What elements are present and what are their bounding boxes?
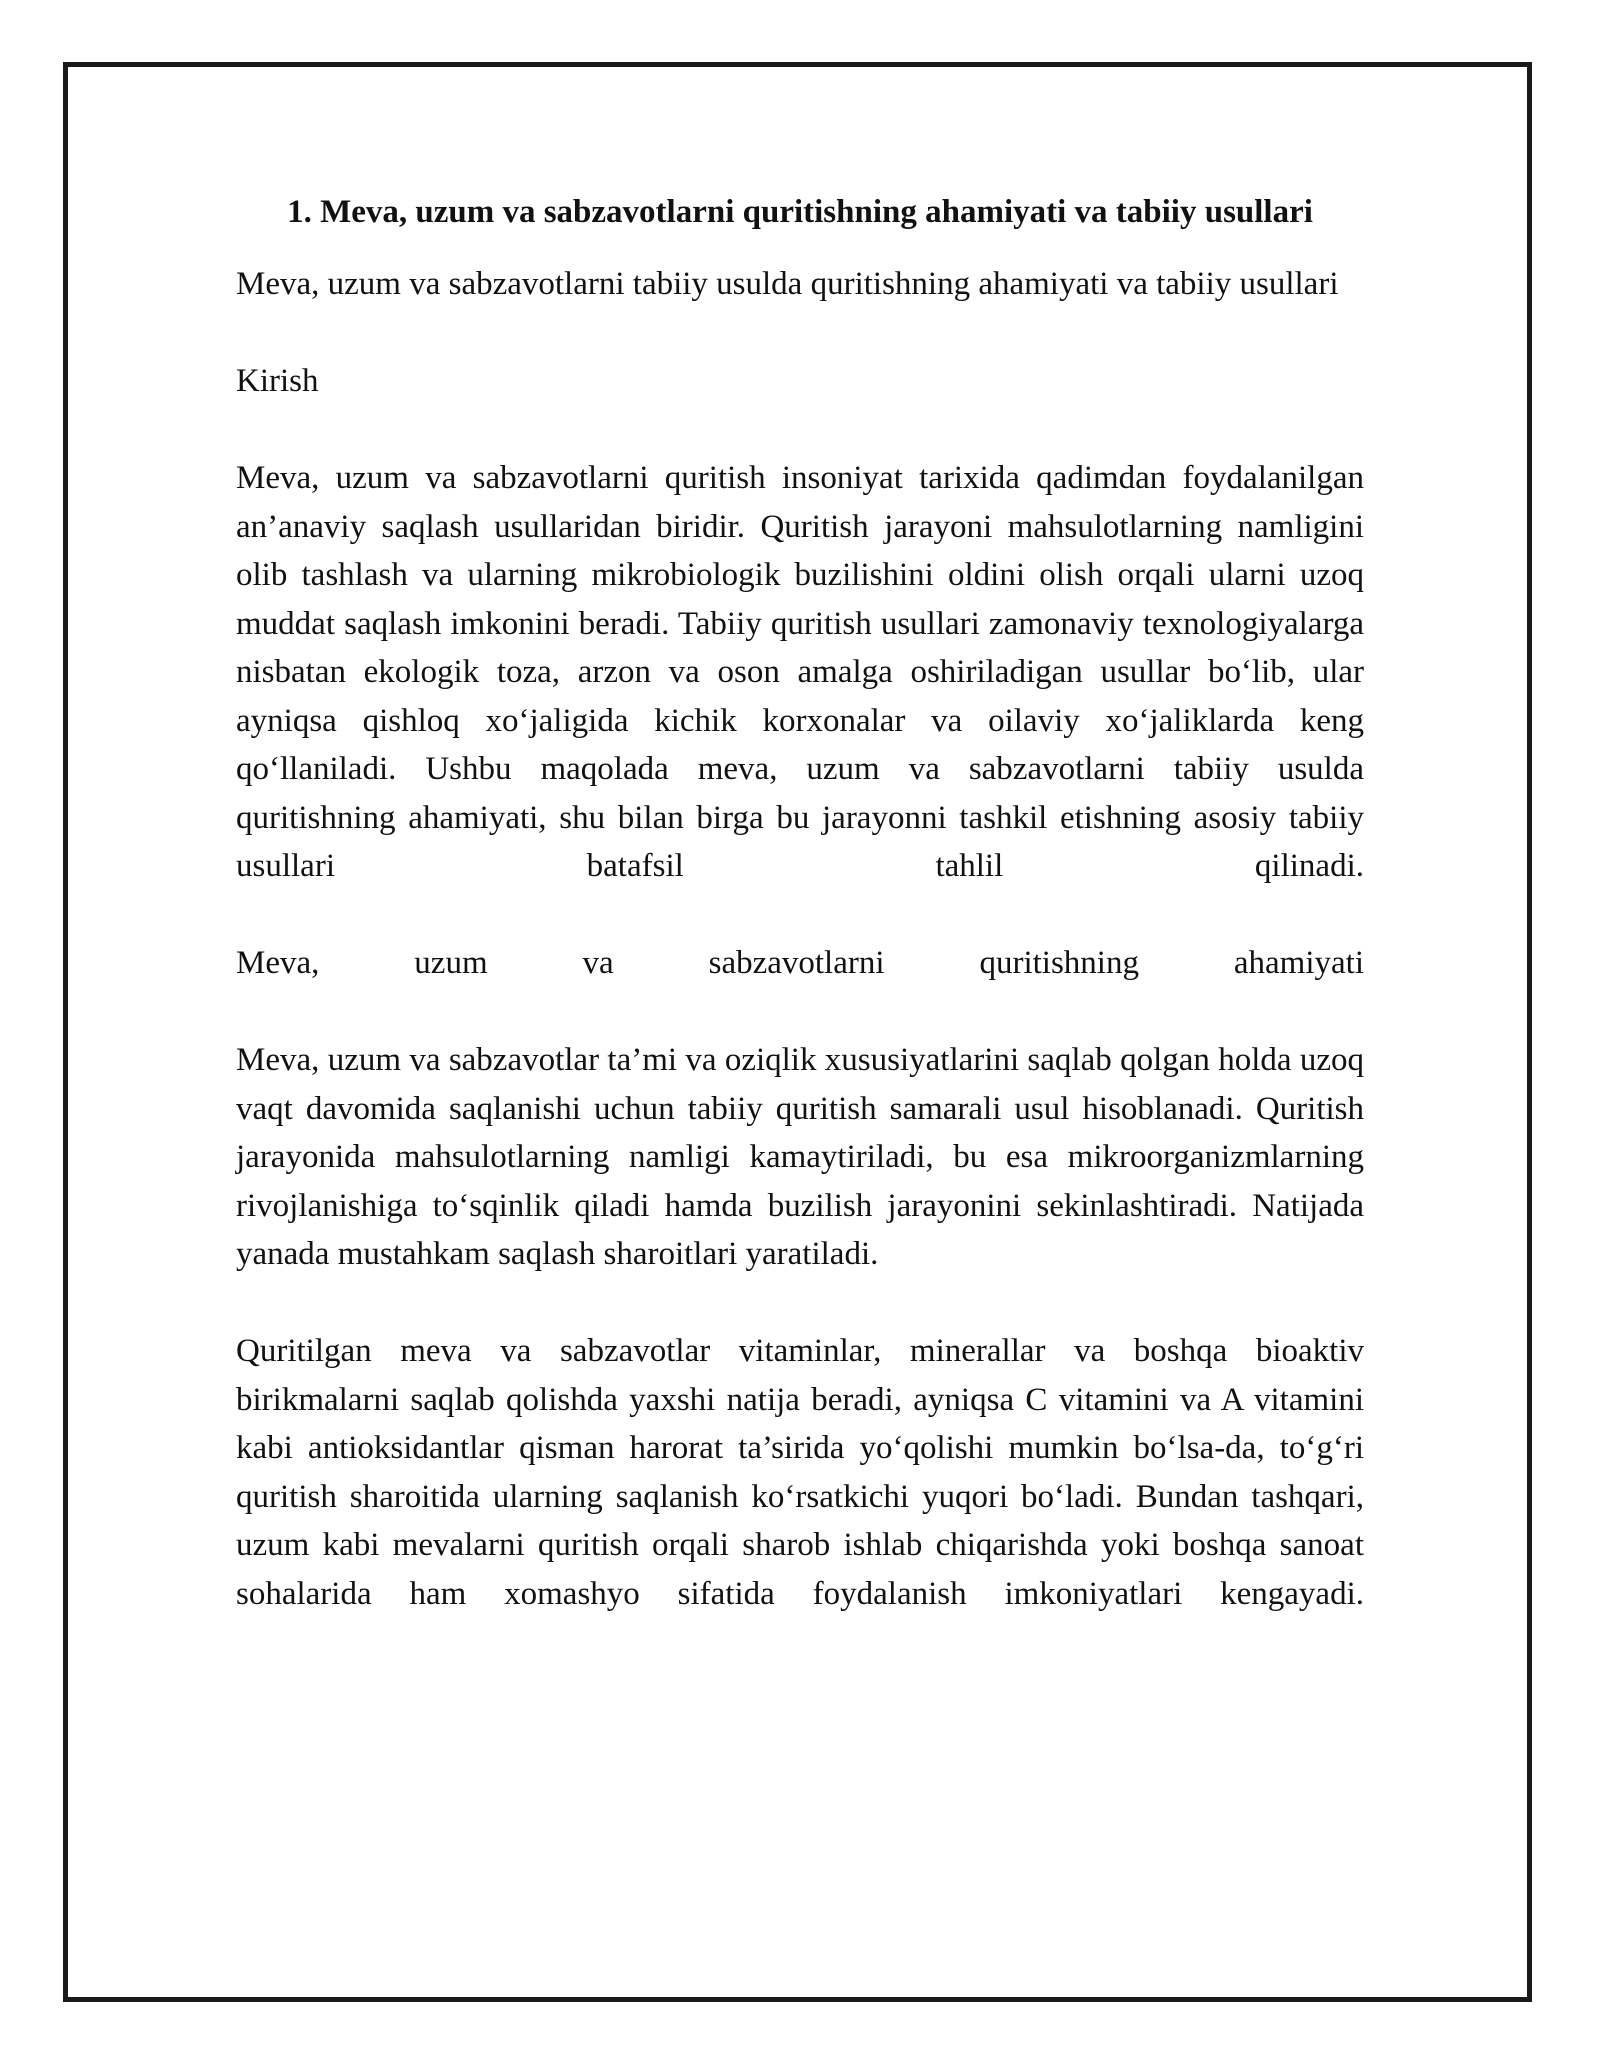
- section-heading: Meva, uzum va sabzavotlarni quritishning ahamiyati: [236, 945, 1364, 981]
- intro-heading: Kirish: [236, 363, 319, 399]
- document-title: 1. Meva, uzum va sabzavotlarni quritishning ahamiyati va tabiiy usullari: [287, 194, 1313, 230]
- spacer: [236, 406, 1364, 455]
- subtitle-paragraph: Meva, uzum va sabzavotlarni tabiiy usulda quritishning ahamiyati va tabiiy usullari: [236, 266, 1339, 302]
- body-paragraph-2: Meva, uzum va sabzavotlar ta’mi va oziqlik xususiyatlarini saqlab qolgan holda uzoq vaqt davomida saqlanishi uchun tabiiy quritish samarali usul hisoblanadi. Quritish jarayonida mahsulotlarning namligi kamaytiriladi, bu esa mikroorganizmlarning rivojlanishiga to‘sqinlik qiladi hamda buzilish jarayonini sekinlashtiradi. Natijada yanada mustahkam saqlash sharoitlari yaratiladi.: [236, 1042, 1364, 1272]
- intro-paragraph: Meva, uzum va sabzavotlarni quritish insoniyat tarixida qadimdan foydalanilgan an’anaviy saqlash usullaridan biridir. Quritish jarayoni mahsulotlarning namligini olib tashlash va ularning mikrobiologik buzilishini oldini olish orqali ularni uzoq muddat saqlash imkonini beradi. Tabiiy quritish usullari zamonaviy texnologiyalarga nisbatan ekologik toza, arzon va oson amalga oshiriladigan usullar bo‘lib, ular ayniqsa qishloq xo‘jaligida kichik korxonalar va oilaviy xo‘jaliklarda keng qo‘llaniladi. Ushbu maqolada meva, uzum va sabzavotlarni tabiiy usulda quritishning ahamiyati, shu bilan birga bu jarayonni tashkil etishning asosiy tabiiy usullari batafsil tahlil qilinadi.: [236, 460, 1364, 884]
- spacer: [236, 1279, 1364, 1328]
- spacer: [236, 891, 1364, 940]
- body-paragraph-3: Quritilgan meva va sabzavotlar vitaminlar, minerallar va boshqa bioaktiv birikmalarni saqlab qolishda yaxshi natija beradi, ayniqsa C vitamini va A vitamini kabi antioksidantlar qisman harorat ta’sirida yo‘qolishi mumkin bo‘lsa-da, to‘g‘ri quritish sharoitida ularning saqlanish ko‘rsatkichi yuqori bo‘ladi. Bundan tashqari, uzum kabi mevalarni quritish orqali sharob ishlab chiqarishda yoki boshqa sanoat sohalarida ham xomashyo sifatida foydalanish imkoniyatlari kengayadi.: [236, 1333, 1364, 1612]
- spacer: [236, 309, 1364, 358]
- spacer: [236, 988, 1364, 1037]
- document-body: [236, 188, 1364, 1618]
